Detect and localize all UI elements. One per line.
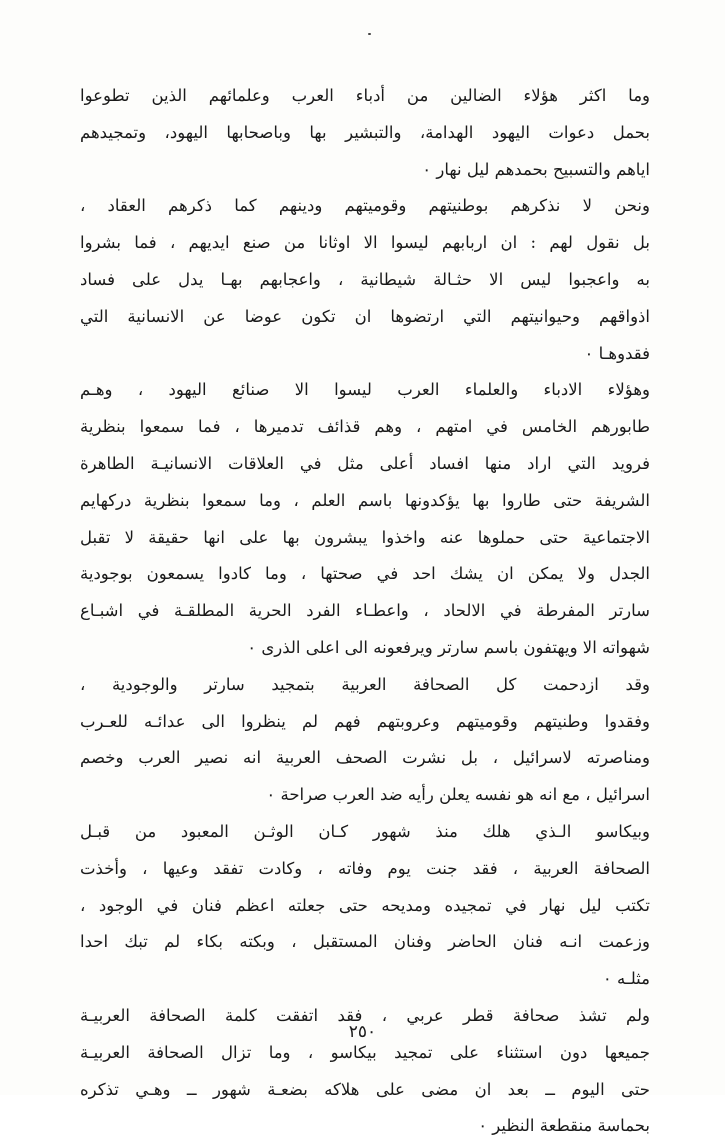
text-line: بحمل دعوات اليهود الهدامة، والتبشير بها وباصحابها اليهود، وتمجيدهم [80,122,650,142]
text-line: حتى اليوم ــ بعد ان مضى على هلاكه بضعـة شهور ــ وهـي تذكره [80,1079,650,1099]
text-line: ولم تشذ صحافة قطر عربي ، فقد اتفقت كلمة الصحافة العربيـة [80,1005,650,1025]
text-line: تكتب ليل نهار في تمجيده ومديحه حتى جعلته اعظم فنان في الوجود ، [80,895,650,915]
text-line: الصحافة العربية ، فقد جنت يوم وفاته ، وكادت تفقد وعيها ، وأخذت [80,858,650,878]
text-line: وزعمت انـه فنان الحاضر وفنان المستقبل ، وبكته بكاء لم تبك احدا [80,932,650,952]
text-line: وهؤلاء الادباء والعلماء العرب ليسوا الا صنائع اليهود ، وهـم [80,380,650,400]
text-line: وفقدوا وطنيتهم وقوميتهم وعروبتهم فهم لم ينظروا الى عدائـه للعـرب [80,711,650,731]
text-line: اذواقهم وحيوانيتهم التي ارتضوها ان تكون عوضا عن الانسانية التي [80,306,650,326]
ink-speck [368,33,371,35]
text-line: به واعجبوا ليس الا حثـالة شيطانية ، واعجابهم بهـا يدل على فساد [80,269,650,289]
text-line: ومناصرته لاسرائيل ، بل نشرت الصحف العربية انه نصير العرب وخصم [80,748,650,768]
text-line: وقد ازدحمت كل الصحافة العربية بتمجيد سارتر والوجودية ، [80,674,650,694]
text-line: فرويد التي اراد منها افساد أعلى مثل في العلاقات الانسانيـة الطاهرة [80,453,650,473]
text-line: سارتر المفرطة في الالحاد ، واعطـاء الفرد الحرية المطلقـة في اشبـاع [80,601,650,621]
text-line: فقدوهـا ٠ [584,343,650,363]
page-number: ٢٥٠ [348,1022,377,1042]
text-line: الشريفة حتى طاروا بها يؤكدونها باسم العلم ، وما سمعوا بنظرية دركهايم [80,490,650,510]
text-line: وما اكثر هؤلاء الضالين من أدباء العرب وعلمائهم الذين تطوعوا [80,86,650,105]
text-line: جميعها دون استثناء على تمجيد بيكاسو ، وما تزال الصحافة العربيـة [80,1042,650,1062]
text-line: وبيكاسو الـذي هلك منذ شهور كـان الوثـن المعبود من قبـل [80,821,650,841]
text-line: بحماسة منقطعة النظير ٠ [478,1116,650,1136]
text-line: الجدل ولا يمكن ان يشك احد في صحتها ، وما كادوا يسمعون بوجودية [80,564,650,584]
text-line: طابورهم الخامس في امتهم ، وهم قذائف تدميرها ، فما سمعوا بنظرية [80,417,650,437]
text-line: شهواته الا ويهتفون باسم سارتر ويرفعونه الى اعلى الذرى ٠ [247,637,650,657]
text-line: اياهم والتسبيح بحمدهم ليل نهار ٠ [422,159,650,179]
text-line: اسرائيل ، مع انه هو نفسه يعلن رأيه ضد العرب صراحة ٠ [266,785,650,805]
text-line: مثلـه ٠ [602,969,650,989]
body-text [80,78,650,1145]
text-line: ونحن لا نذكرهم بوطنيتهم وقوميتهم ودينهم كما ذكرهم العقاد ، [80,196,650,216]
text-line: الاجتماعية حتى حملوها عنه واخذوا يبشرون بها على انها حقيقة لا تقبل [80,527,650,547]
text-line: بل نقول لهم : ان اربابهم ليسوا الا اوثانا من صنع ايديهم ، فما بشروا [80,233,650,253]
